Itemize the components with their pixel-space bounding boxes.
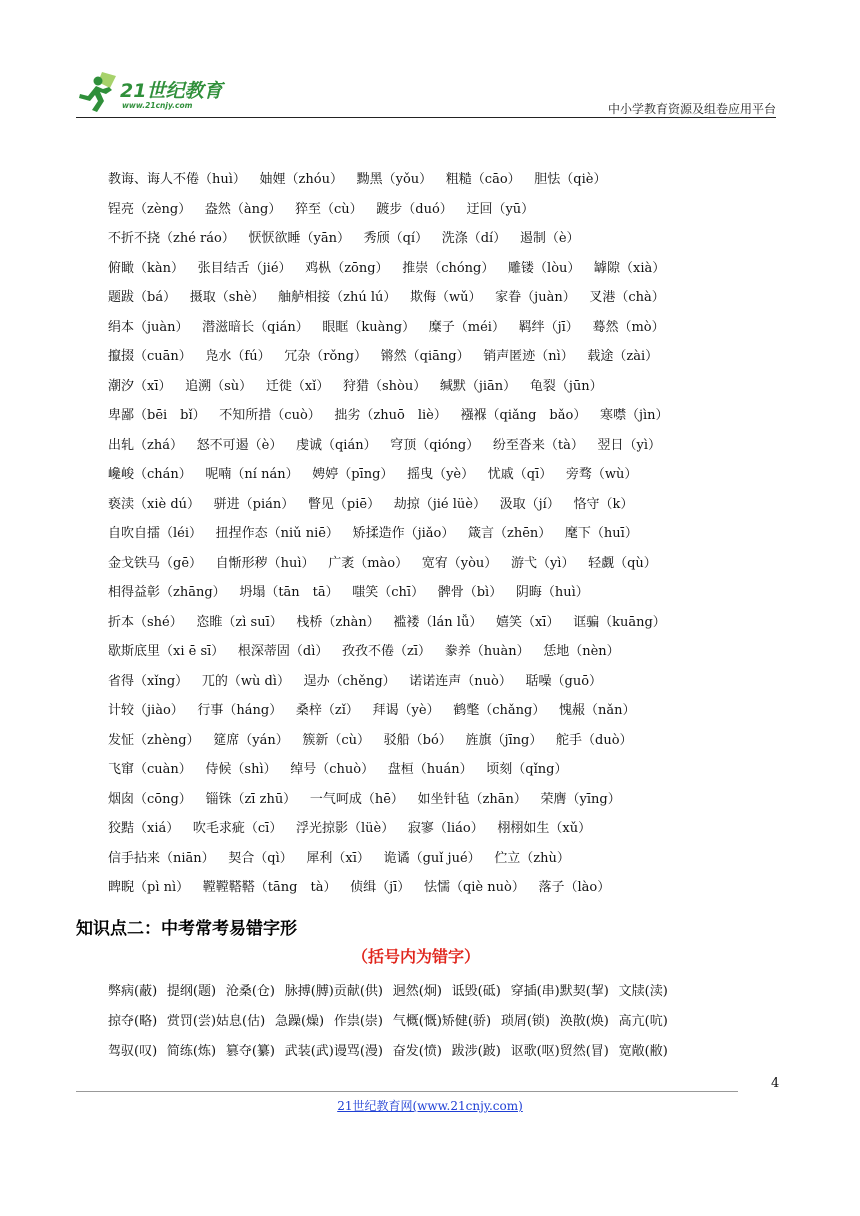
word-entry: 舵手（duò） [556, 732, 633, 748]
word-entry: 驾驭(叹) [108, 1044, 158, 1059]
word-entry: 篡夺(纂) [225, 1044, 275, 1059]
text-line [108, 433, 788, 463]
word-entry: 犀利（xī） [306, 850, 370, 866]
word-entry: 浮光掠影（lüè） [295, 821, 395, 836]
word-entry: 瞥见（piē） [307, 496, 381, 512]
word-entry: 劫掠（jié lüè） [393, 496, 486, 512]
word-entry: 迥然(炯) [392, 984, 442, 999]
word-entry: 沧桑(仓) [225, 984, 275, 999]
word-entry: 俯瞰（kàn） [108, 260, 185, 276]
word-entry: 侍候（shì） [205, 762, 277, 777]
word-entry: 弊病(蔽) [108, 984, 158, 999]
word-entry: 糜子（méi） [428, 319, 505, 335]
text-line [108, 1039, 798, 1069]
word-entry: 旁骛（wù） [565, 467, 638, 482]
word-entry: 诓骗（kuāng） [573, 614, 666, 630]
word-entry: 秀颀（qí） [363, 231, 429, 246]
runner-logo-icon [76, 70, 120, 114]
word-entry: 栩栩如生（xǔ） [497, 821, 592, 836]
word-entry: 侦缉（jī） [350, 880, 411, 895]
word-entry: 寒噤（jìn） [599, 408, 669, 423]
page-header [76, 68, 776, 118]
word-entry: 琐屑(锁) [500, 1014, 550, 1029]
word-entry: 省得（xǐng） [108, 673, 189, 689]
word-entry: 轻觑（qù） [588, 555, 657, 571]
word-entry: 脉搏(膊)贡献(供) [284, 984, 384, 999]
word-entry: 游弋（yì） [510, 555, 575, 571]
word-entry: 拜谒（yè） [372, 703, 440, 718]
word-entry: 锃亮（zèng） [108, 201, 192, 217]
word-entry: 掠夺(略) [108, 1014, 158, 1029]
word-entry: 翌日（yì） [597, 437, 662, 453]
word-entry: 胆怯（qiè） [534, 172, 607, 187]
word-entry: 盘桓（huán） [387, 762, 473, 777]
word-entry: 妯娌（zhóu） [259, 172, 343, 187]
word-entry: 计较（jiào） [108, 703, 184, 718]
word-entry: 潮汐（xī） [108, 378, 172, 394]
word-entry: 拙劣（zhuō liè） [334, 408, 447, 423]
word-entry: 急躁(燥) [274, 1014, 325, 1029]
word-entry: 粗糙（cāo） [445, 172, 521, 187]
word-entry: 缄默（jiān） [439, 378, 517, 394]
word-entry: 摄取（shè） [189, 290, 265, 305]
word-entry: 诺诺连声（nuò） [409, 673, 512, 689]
word-entry: 睥睨（pì nì） [108, 880, 190, 895]
word-entry: 武装(武)谩骂(漫) [284, 1044, 384, 1059]
text-line [108, 875, 788, 905]
word-entry: 迁徙（xǐ） [265, 378, 330, 394]
word-entry: 欺侮（wǔ） [410, 290, 482, 305]
word-entry: 呢喃（ní nán） [205, 467, 299, 482]
text-line [108, 344, 788, 374]
text-line [108, 639, 788, 669]
word-entry: 锱铢（zī zhū） [205, 791, 297, 807]
word-entry: 罅隙（xià） [594, 260, 666, 276]
pronunciation-list [108, 167, 788, 905]
word-entry: 穿插(串)默契(挈) [510, 984, 609, 999]
word-entry: 信手拈来（niān） [108, 850, 215, 866]
text-line [108, 757, 788, 787]
word-entry: 简练(炼) [166, 1044, 217, 1059]
word-entry: 卑鄙（bēi bǐ） [108, 408, 206, 423]
section-title: 知识点二：中考常考易错字形 [76, 919, 297, 939]
word-entry: 簇新（cù） [302, 732, 371, 748]
word-entry: 汲取（jí） [499, 496, 560, 512]
word-entry: 褴褛（lán lǚ） [393, 614, 483, 630]
text-line [108, 551, 788, 581]
word-entry: 顷刻（qǐng） [486, 762, 568, 777]
word-entry: 坍塌（tān tā） [239, 585, 339, 600]
word-entry: 纷至沓来（tà） [492, 437, 584, 453]
word-entry: 如坐针毡（zhān） [417, 791, 527, 807]
word-entry: 舳舻相接（zhú lú） [278, 290, 397, 305]
word-entry: 恣睢（zì suī） [196, 614, 283, 630]
word-entry: 踱步（duó） [376, 201, 453, 217]
word-entry: 自吹自擂（léi） [108, 526, 203, 541]
word-entry: 宽宥（yòu） [421, 555, 498, 571]
word-entry: 鞺鞺鞳鞳（tāng tà） [202, 880, 337, 895]
word-entry: 矫揉造作（jiǎo） [352, 526, 455, 541]
word-entry: 鸡枞（zōng） [305, 260, 389, 276]
word-entry: 阴晦（huì） [515, 585, 589, 600]
word-entry: 狡黠（xiá） [108, 821, 180, 836]
word-entry: 宽敞(敝) [618, 1044, 668, 1059]
word-entry: 兀的（wù dì） [201, 673, 290, 689]
word-entry: 愧赧（nǎn） [558, 703, 636, 718]
word-entry: 虔诚（qián） [295, 437, 377, 453]
word-entry: 荣膺（yīng） [540, 791, 621, 807]
word-entry: 家眷（juàn） [495, 290, 576, 305]
word-entry: 追溯（sù） [185, 378, 253, 394]
word-entry: 相得益彰（zhāng） [108, 585, 226, 600]
typo-list [108, 979, 798, 1069]
word-entry: 攛掇（cuān） [108, 349, 192, 364]
word-entry: 嬉笑（xī） [495, 614, 560, 630]
word-entry: 吹毛求疵（cī） [192, 821, 283, 836]
word-entry: 筵席（yán） [213, 732, 289, 748]
text-line [108, 698, 788, 728]
text-line [108, 285, 788, 315]
word-entry: 伫立（zhù） [494, 850, 570, 866]
word-entry: 广袤（mào） [328, 555, 409, 571]
word-entry: 诡谲（guǐ jué） [383, 850, 481, 866]
word-entry: 狩猎（shòu） [342, 378, 427, 394]
word-entry: 自惭形秽（huì） [215, 555, 315, 571]
word-entry: 驳船（bó） [383, 732, 452, 748]
word-entry: 行事（háng） [197, 703, 283, 718]
word-entry: 迂回（yū） [466, 201, 535, 217]
footer-link[interactable]: 21世纪教育网(www.21cnjy.com) [337, 1099, 523, 1113]
word-entry: 扭捏作态（niǔ niē） [215, 526, 339, 541]
word-entry: 不折不挠（zhé ráo） [108, 231, 235, 246]
word-entry: 推崇（chóng） [402, 260, 495, 276]
word-entry: 金戈铁马（gē） [108, 555, 203, 571]
word-entry: 张目结舌（jié） [197, 260, 292, 276]
word-entry: 恪守（k） [573, 496, 634, 512]
word-entry: 教诲、诲人不倦（huì） [108, 172, 246, 187]
logo-text: 21世纪教育 [120, 80, 223, 102]
word-entry: 蓦然（mò） [592, 319, 665, 335]
word-entry: 讴歌(呕)贸然(冒) [510, 1044, 609, 1059]
text-line [108, 610, 788, 640]
word-entry: 孜孜不倦（zī） [342, 644, 432, 659]
word-entry: 飞窜（cuàn） [108, 762, 192, 777]
word-entry: 跋涉(跛) [451, 1044, 501, 1059]
word-entry: 赏罚(尝)姑息(估) [166, 1014, 266, 1029]
word-entry: 鹤氅（chǎng） [453, 703, 546, 718]
word-entry: 载途（zài） [587, 349, 659, 364]
footer-divider [76, 1091, 738, 1092]
word-entry: 题跋（bá） [108, 290, 177, 305]
text-line [108, 462, 788, 492]
word-entry: 一气呵成（hē） [309, 791, 404, 807]
word-entry: 嗤笑（chī） [352, 585, 425, 600]
text-line [108, 787, 788, 817]
word-entry: 奋发(愤) [392, 1044, 442, 1059]
word-entry: 遏制（è） [519, 231, 580, 246]
word-entry: 箴言（zhēn） [467, 526, 552, 541]
word-entry: 巉峻（chán） [108, 467, 192, 482]
word-entry: 盎然（àng） [204, 201, 282, 217]
word-entry: 怯懦（qiè nuò） [423, 880, 525, 895]
word-entry: 洗涤（dí） [441, 231, 507, 246]
platform-name: 中小学教育资源及组卷应用平台 [607, 102, 776, 116]
word-entry: 作祟(崇) [333, 1014, 384, 1029]
text-line [108, 226, 788, 256]
text-line [108, 315, 788, 345]
word-entry: 诋毁(砥) [451, 984, 501, 999]
word-entry: 绢本（juàn） [108, 319, 189, 335]
word-entry: 文牍(渎) [618, 984, 668, 999]
word-entry: 烟囱（cōng） [108, 791, 192, 807]
text-line [108, 979, 798, 1009]
word-entry: 龟裂（jūn） [529, 378, 603, 394]
text-line [108, 521, 788, 551]
word-entry: 契合（qì） [228, 850, 293, 866]
word-entry: 提纲(题) [166, 984, 217, 999]
logo-url: www.21cnjy.com [122, 101, 193, 110]
word-entry: 绰号（chuò） [290, 762, 375, 777]
word-entry: 根深蒂固（dì） [237, 644, 329, 659]
word-entry: 忧戚（qī） [487, 467, 553, 482]
word-entry: 聒噪（guō） [525, 673, 603, 689]
word-entry: 亵渎（xiè dú） [108, 496, 201, 512]
word-entry: 销声匿迹（nì） [483, 349, 574, 364]
word-entry: 栈桥（zhàn） [296, 614, 380, 630]
word-entry: 涣散(焕) [559, 1014, 609, 1029]
header-divider [76, 117, 776, 118]
word-entry: 骈进（pián） [213, 496, 295, 512]
text-line [108, 374, 788, 404]
word-entry: 襁褓（qiǎng bǎo） [460, 408, 587, 423]
word-entry: 摇曳（yè） [407, 467, 475, 482]
word-entry: 气概(慨)矫健(骄) [392, 1014, 492, 1029]
word-entry: 豢养（huàn） [444, 644, 530, 659]
word-entry: 锵然（qiāng） [380, 349, 470, 364]
word-entry: 恁地（nèn） [543, 644, 620, 659]
word-entry: 冗杂（rǒng） [284, 349, 367, 364]
word-entry: 潜滋暗长（qián） [202, 319, 309, 335]
word-entry: 出轧（zhá） [108, 437, 183, 453]
word-entry: 黝黑（yǒu） [356, 172, 433, 187]
word-entry: 麾下（huī） [564, 526, 638, 541]
word-entry: 歇斯底里（xi ē sī） [108, 644, 225, 659]
word-entry: 折本（shé） [108, 614, 183, 630]
word-entry: 寂寥（liáo） [407, 821, 484, 836]
word-entry: 怒不可遏（è） [196, 437, 283, 453]
text-line [108, 492, 788, 522]
word-entry: 凫水（fú） [205, 349, 271, 364]
word-entry: 逞办（chěng） [303, 673, 396, 689]
text-line [108, 197, 788, 227]
text-line [108, 580, 788, 610]
word-entry: 穹顶（qióng） [390, 437, 480, 453]
word-entry: 高亢(吭) [618, 1014, 668, 1029]
word-entry: 恹恹欲睡（yān） [248, 231, 350, 246]
word-entry: 髀骨（bì） [437, 585, 503, 600]
text-line [108, 816, 788, 846]
text-line [108, 669, 788, 699]
text-line [108, 1009, 798, 1039]
word-entry: 旌旗（jīng） [465, 732, 543, 748]
word-entry: 娉婷（pīng） [312, 467, 394, 482]
word-entry: 雕镂（lòu） [508, 260, 581, 276]
text-line [108, 403, 788, 433]
logo [76, 68, 266, 118]
word-entry: 眼眶（kuàng） [322, 319, 416, 335]
text-line [108, 167, 788, 197]
word-entry: 桑梓（zǐ） [295, 703, 359, 718]
text-line [108, 728, 788, 758]
word-entry: 不知所措（cuò） [219, 408, 321, 423]
word-entry: 猝至（cù） [294, 201, 363, 217]
word-entry: 发怔（zhèng） [108, 732, 200, 748]
page-number: 4 [771, 1076, 780, 1091]
text-line [108, 256, 788, 286]
text-line [108, 846, 788, 876]
word-entry: 羁绊（jī） [518, 319, 579, 335]
section-subtitle: （括号内为错字） [352, 947, 481, 966]
word-entry: 落子（lào） [538, 880, 611, 895]
word-entry: 叉港（chà） [589, 290, 665, 305]
